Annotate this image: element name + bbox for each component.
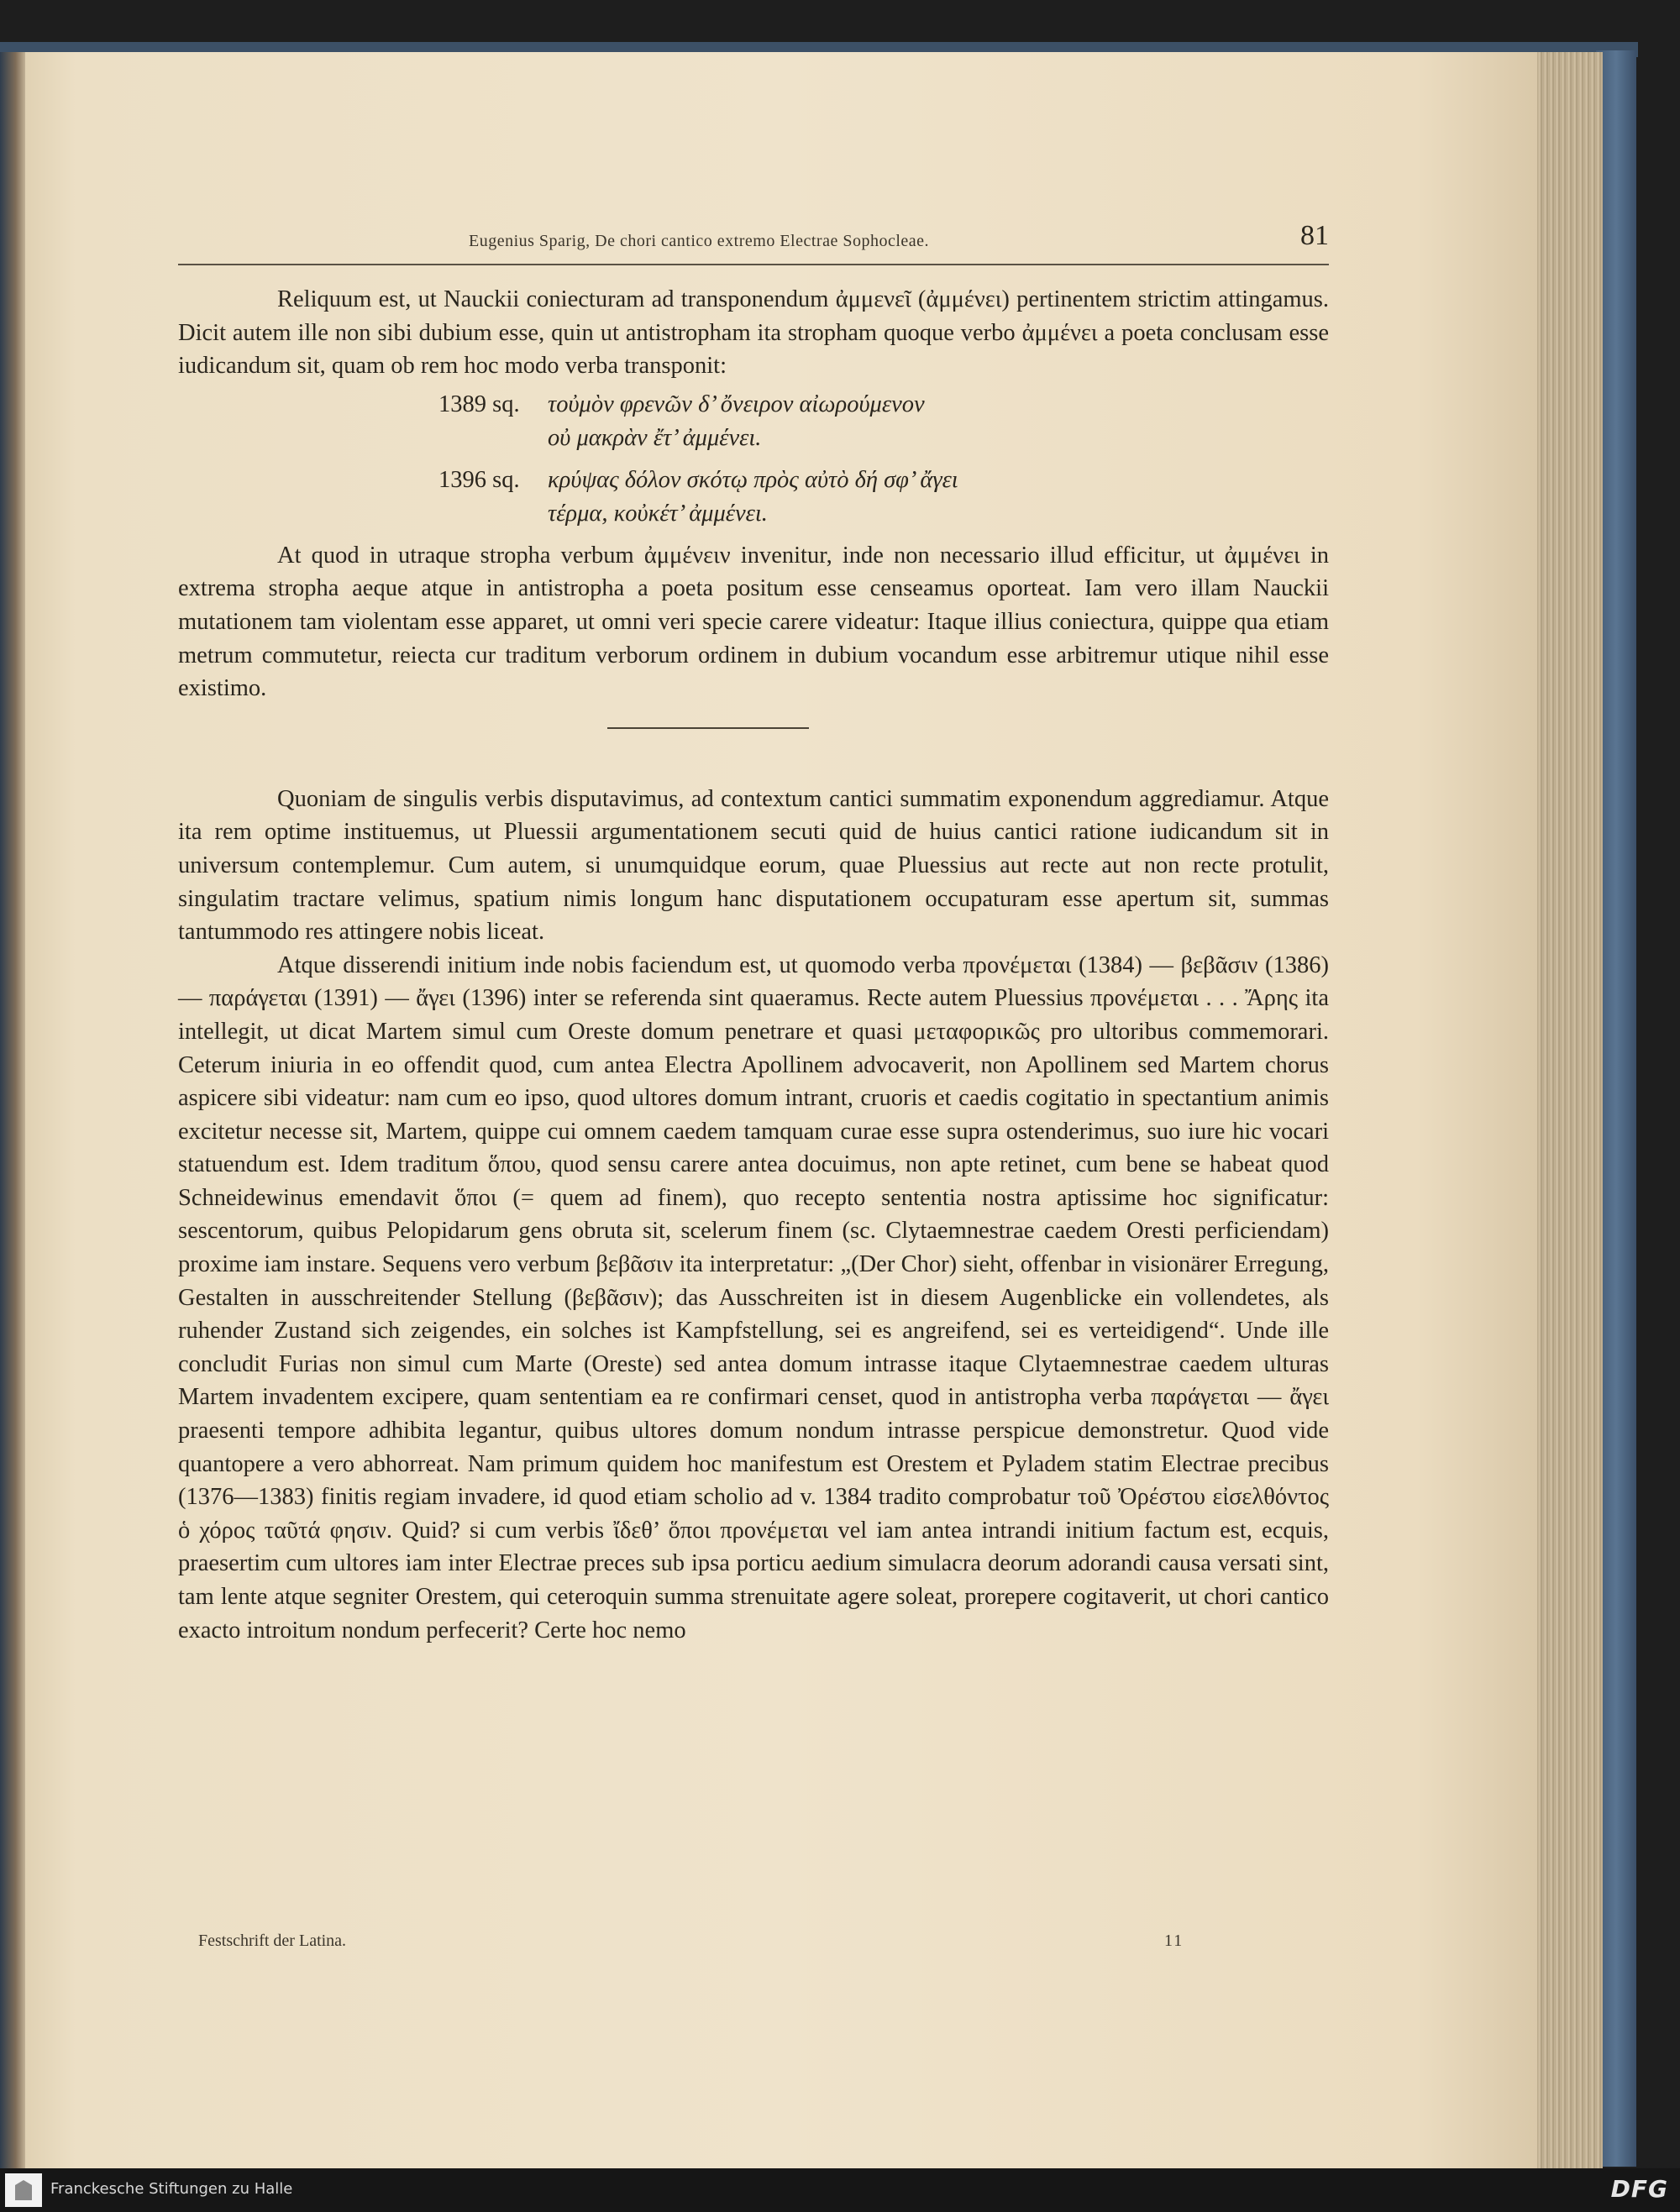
verse-text: τέρμα, κοὐκέτ’ ἀμμένει.	[548, 500, 768, 527]
institution-logo-icon	[5, 2173, 42, 2207]
verse-line	[438, 388, 1329, 422]
viewer-footer-bar	[0, 2168, 1680, 2212]
dfg-logo: DFG	[1610, 2175, 1668, 2203]
verse-text: κρύψας δόλον σκότῳ πρὸς αὐτὸ δή σφ’ ἄγει	[548, 466, 958, 493]
verse-quotations	[438, 388, 1329, 531]
paragraph-4: Atque disserendi initium inde nobis faciendum est, ut quomodo verba προνέμεται (1384) — βεβᾶσιν (1386) — παράγεται (1391) — ἄγει (1396) inter se referenda sint quaeramus. Recte autem Pluessius προνέμεται . . . Ἄρης ita intellegit, ut dicat Martem simul cum Oreste domum penetrare et quasi μεταφορικῶς pro ultoribus commemorari. Ceterum iniuria in eo offendit quod, cum antea Electra Apollinem advocaverit, non Apollinem sed Martem chorus aspicere sibi videatur: nam cum eo ipso, quod ultores domum intrant, cruoris et caedis cogitatio in spectantium animis excitetur necesse sit, Martem, quippe cui omnem caedem tamquam curae esse supra ostenderimus, suo iure hic vocari statuendum est. Idem traditum ὅπου, quod sensu carere antea docuimus, non apte retinet, cum bene se habeat quod Schneidewinus emendavit ὅποι (= quem ad finem), quo recepto sententia nostra aptissime hoc significatur: sescentorum, quibus Pelopidarum gens obruta sit, scelerum finem (sc. Clytaemnestrae caedem Oresti perficiendam) proxime iam instare. Sequens vero verbum βεβᾶσιν ita interpretatur: „(Der Chor) sieht, offenbar in visionärer Erregung, Gestalten in ausschreitender Stellung (βεβᾶσιν); das Ausschreiten ist in diesem Augenblicke ein vollendetes, als ruhender Zustand sich zeigendes, ein solches ist Kampfstellung, sei es angreifend, sei es verteidigend“. Unde ille concludit Furias non simul cum Marte (Oreste) sed antea domum intrasse itaque Clytaemnestrae caedem ulturas Martem invadentem excipere, quam sententiam ea re confirmari censet, quod in antistropha verba παράγεται — ἄγει praesenti tempore adhibita legantur, quibus ultores domum nondum intrasse perspicue demonstretur. Quod vide quantopere a vero abhorreat. Nam primum quidem hoc manifestum est Orestem et Pyladem statim Electrae precibus (1376—1383) finitis regiam invadere, id quod etiam scholio ad v. 1384 tradito comprobatur τοῦ Ὀρέστου εἰσελθόντος ὁ χόρος ταῦτά φησιν. Quid? si cum verbis ἴδεθ’ ὅποι προνέμεται vel iam antea intrandi initium factum est, ecquis, praesertim cum ultores iam inter Electrae preces sub ipsa porticu aedium simulacra deorum adorandi causa versati sint, tam lente atque segniter Orestem, qui ceteroquin summa strenuitate agere soleat, prorepere cogitaverit, ut chori cantico exacto introitum nondum perfecerit? Certe hoc nemo	[178, 951, 1329, 1643]
building-icon	[15, 2180, 32, 2200]
verse-line	[438, 497, 1329, 531]
footer-signature: Festschrift der Latina.	[198, 1932, 347, 1950]
verse-line	[438, 464, 1329, 497]
gutter-shadow	[0, 52, 29, 2168]
running-head	[178, 220, 1329, 265]
verse-number-spacer	[438, 422, 548, 455]
verse-line	[438, 422, 1329, 455]
page-number: 81	[1300, 220, 1329, 251]
institution-name: Franckesche Stiftungen zu Halle	[50, 2180, 293, 2198]
verse-group-1	[438, 388, 1329, 455]
verse-number: 1396 sq.	[438, 466, 520, 493]
section-divider	[607, 727, 809, 729]
verse-number-spacer	[438, 497, 548, 531]
verse-group-2	[438, 464, 1329, 531]
paragraph-2: At quod in utraque stropha verbum ἀμμένειν invenitur, inde non necessario illud efficitur, ut ἀμμένει in extrema stropha aeque atque in antistropha a poeta positum esse censeamus oporteat. Iam vero illam Nauckii mutationem tam violentam esse apparet, ut omni veri specie carere videatur: Itaque illius coniectura, quippe qua etiam metrum commutetur, reiecta cur traditum verborum ordinem in dubium vocandum esse arbitremur utique nihil esse existimo.	[178, 542, 1329, 702]
page-edges	[1537, 52, 1603, 2168]
footer-sheet-number: 11	[1164, 1932, 1184, 1950]
body-text	[178, 283, 1329, 1647]
running-title: Eugenius Sparig, De chori cantico extremo Electrae Sophocleae.	[468, 232, 930, 250]
verse-number: 1389 sq.	[438, 391, 520, 417]
book-page	[25, 52, 1537, 2168]
paragraph-3: Quoniam de singulis verbis disputavimus, ad contextum cantici summatim exponendum aggrediamur. Atque ita rem optime instituemus, ut Pluessii argumentationem secuti quid de huius cantici ratione iudicandum sit in universum contemplemur. Cum autem, si unumquidque eorum, quae Pluessius aut recte aut non recte protulit, singulatim tractare velimus, spatium nimis longum hanc disputationem occupaturam esse apertum sit, summas tantummodo res attingere nobis liceat.	[178, 785, 1329, 946]
verse-text: οὐ μακρὰν ἔτ’ ἀμμένει.	[548, 424, 762, 451]
verse-text: τοὐμὸν φρενῶν δ’ ὄνειρον αἰωρούμενον	[548, 391, 925, 417]
paragraph-1: Reliquum est, ut Nauckii coniecturam ad transponendum ἀμμενεῖ (ἀμμένει) pertinentem strictim attingamus. Dicit autem ille non sibi dubium esse, quin ut antistropham ita stropham quoque verbo ἀμμένει a poeta conclusam esse iudicandum sit, quam ob rem hoc modo verba transponit:	[178, 286, 1329, 380]
